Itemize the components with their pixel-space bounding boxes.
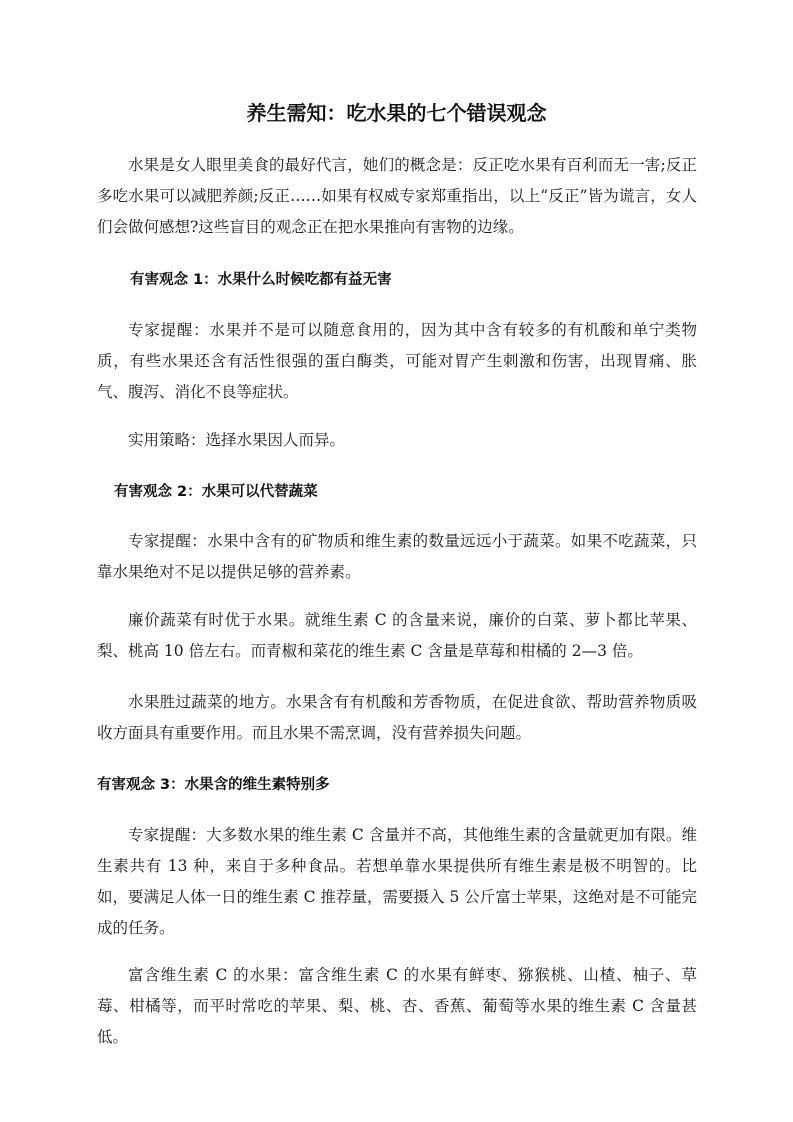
section-3-paragraph-1: 专家提醒：大多数水果的维生素 C 含量并不高，其他维生素的含量就更加有限。维生素共有 13 种，来自于多种食品。若想单靠水果提供所有维生素是极不明智的。比如，要满足人体一日的维生素 C 推荐量，需要摄入 5 公斤富士苹果，这绝对是不可能完成的任务。 [97,826,697,937]
section-3-paragraph-2: 富含维生素 C 的水果：富含维生素 C 的水果有鲜枣、猕猴桃、山楂、柚子、草莓、柑橘等，而平时常吃的苹果、梨、桃、杏、香蕉、葡萄等水果的维生素 C 含量甚低。 [97,966,697,1046]
page-title: 养生需知：吃水果的七个错误观念 [246,101,547,125]
section-1-paragraph-2: 实用策略：选择水果因人而异。 [128,431,346,449]
section-2-heading: 有害观念 2：水果可以代替蔬菜 [114,484,318,500]
section-2-paragraph-3: 水果胜过蔬菜的地方。水果含有有机酸和芳香物质，在促进食欲、帮助营养物质吸收方面具有重要作用。而且水果不需烹调，没有营养损失问题。 [97,693,697,742]
section-2-paragraph-2: 廉价蔬菜有时优于水果。就维生素 C 的含量来说，廉价的白菜、萝卜都比苹果、梨、桃高 10 倍左右。而青椒和菜花的维生素 C 含量是草莓和柑橘的 2—3 倍。 [97,611,697,660]
section-1-heading: 有害观念 1：水果什么时候吃都有益无害 [130,272,392,288]
section-3-heading: 有害观念 3：水果含的维生素特别多 [97,777,330,793]
section-2-paragraph-1: 专家提醒：水果中含有的矿物质和维生素的数量远远小于蔬菜。如果不吃蔬菜，只靠水果绝对不足以提供足够的营养素。 [97,532,697,581]
intro-paragraph: 水果是女人眼里美食的最好代言，她们的概念是：反正吃水果有百利而无一害;反正多吃水果可以减肥养颜;反正……如果有权威专家郑重指出，以上“反正”皆为谎言，女人们会做何感想?这些盲目的观念正在把水果推向有害物的边缘。 [97,156,697,236]
section-1-paragraph-1: 专家提醒：水果并不是可以随意食用的，因为其中含有较多的有机酸和单宁类物质，有些水果还含有活性很强的蛋白酶类，可能对胃产生刺激和伤害，出现胃痛、胀气、腹泻、消化不良等症状。 [97,321,697,401]
